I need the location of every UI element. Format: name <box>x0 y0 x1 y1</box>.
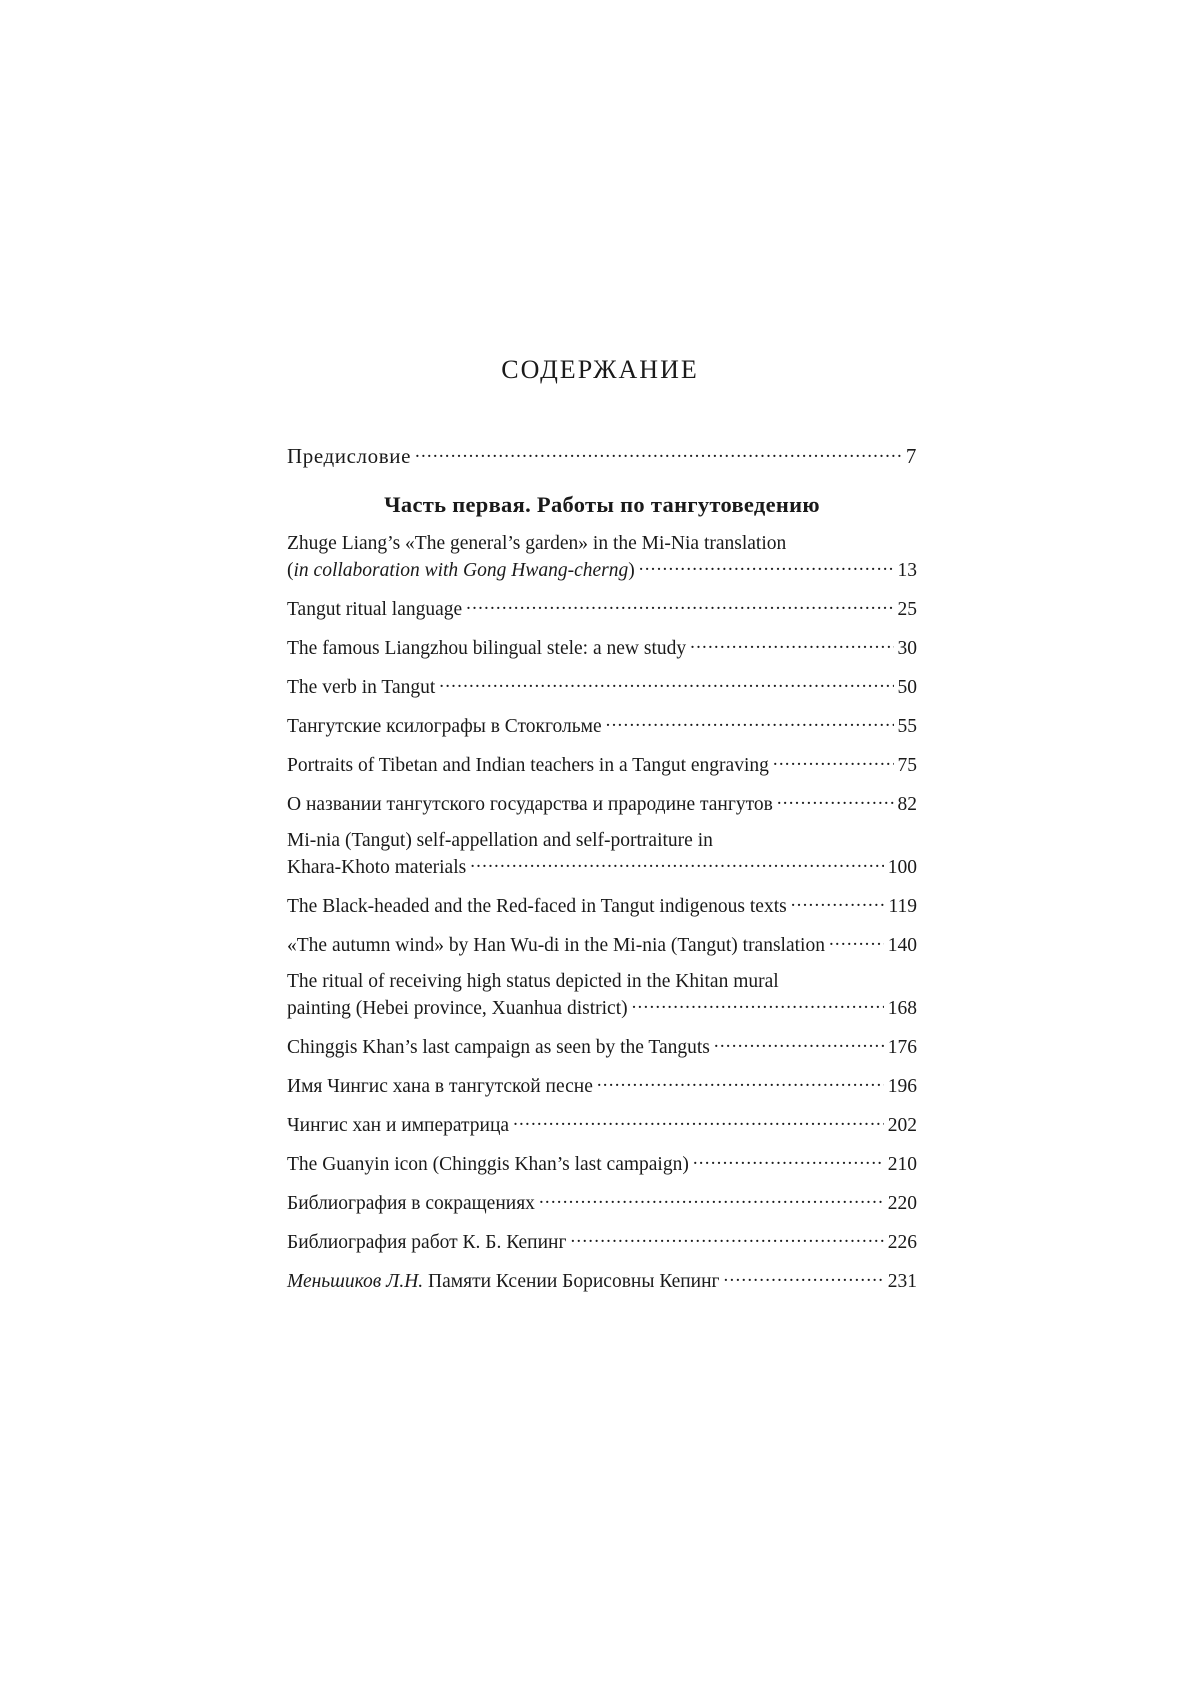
toc-page-number: 231 <box>887 1271 917 1292</box>
dot-leader <box>777 790 894 810</box>
toc-entry-title: Чингис хан и императрица <box>287 1115 510 1136</box>
toc-page-number: 30 <box>897 638 917 659</box>
toc-page-number: 100 <box>887 857 917 878</box>
toc-entry <box>287 1150 917 1177</box>
toc-entry-title-line1: Mi-nia (Tangut) self-appellation and self-portraiture in <box>287 830 713 851</box>
toc-entry-title: О названии тангутского государства и прародине тангутов <box>287 794 773 815</box>
toc-page-number: 210 <box>887 1154 917 1175</box>
dot-leader <box>773 751 894 771</box>
toc-page-number: 25 <box>897 599 917 620</box>
toc-entry-title: The Black-headed and the Red-faced in Tangut indigenous texts <box>287 896 787 917</box>
toc-page-number: 176 <box>887 1037 917 1058</box>
toc-entry-title: Tangut ritual language <box>287 599 463 620</box>
dot-leader <box>466 595 893 615</box>
toc-entry-title-line2: (in collaboration with Gong Hwang-cherng) <box>287 560 635 581</box>
toc-page-number: 119 <box>888 896 917 917</box>
page-title: СОДЕРЖАНИЕ <box>501 355 699 384</box>
toc-page-number: 50 <box>897 677 917 698</box>
dot-leader <box>415 443 902 463</box>
toc-entry <box>287 1072 917 1099</box>
toc-entry <box>287 790 917 817</box>
dot-leader <box>539 1189 884 1209</box>
dot-leader <box>791 892 885 912</box>
toc-entry-title: Библиография работ К. Б. Кепинг <box>287 1232 567 1253</box>
toc-entry <box>287 595 917 622</box>
dot-leader <box>714 1033 884 1053</box>
toc-entry <box>287 751 917 778</box>
toc-entry-title-line1: Zhuge Liang’s «The general’s garden» in the Mi-Nia translation <box>287 533 787 554</box>
toc-entry-preface <box>287 442 917 470</box>
toc-page-number: 196 <box>887 1076 917 1097</box>
dot-leader <box>597 1072 884 1092</box>
toc-entry-title: Библиография в сокращениях <box>287 1193 535 1214</box>
toc-entry-title: Тангутские ксилографы в Стокгольме <box>287 716 602 737</box>
dot-leader <box>690 634 893 654</box>
toc-page-number: 226 <box>887 1232 917 1253</box>
dot-leader <box>570 1228 883 1248</box>
toc-entry-title: The verb in Tangut <box>287 677 436 698</box>
toc-page-number: 82 <box>897 794 917 815</box>
toc-entry <box>287 1189 917 1216</box>
toc-entry-title-line2: painting (Hebei province, Xuanhua district) <box>287 998 628 1019</box>
toc-entry <box>287 634 917 661</box>
collaboration-note: in collaboration with Gong Hwang-cherng <box>293 560 629 581</box>
toc-entry <box>287 532 917 583</box>
dot-leader <box>632 994 884 1014</box>
dot-leader <box>693 1150 884 1170</box>
dot-leader <box>606 712 894 732</box>
toc-entry <box>287 712 917 739</box>
table-of-contents <box>287 442 917 1306</box>
toc-entry <box>287 931 917 958</box>
toc-page-number: 13 <box>897 560 917 581</box>
toc-page-number: 55 <box>897 716 917 737</box>
toc-page-number: 220 <box>887 1193 917 1214</box>
toc-entry-title: Portraits of Tibetan and Indian teachers in a Tangut engraving <box>287 755 769 776</box>
toc-entry-title: Имя Чингис хана в тангутской песне <box>287 1076 593 1097</box>
toc-entry-title: The Guanyin icon (Chinggis Khan’s last campaign) <box>287 1154 689 1175</box>
toc-entry <box>287 1033 917 1060</box>
dot-leader <box>724 1267 884 1287</box>
toc-entry-title: Предисловие <box>287 444 412 468</box>
toc-entry <box>287 1111 917 1138</box>
toc-entry <box>287 892 917 919</box>
dot-leader <box>513 1111 884 1131</box>
toc-entry-title: The famous Liangzhou bilingual stele: a new study <box>287 638 687 659</box>
toc-entry-title-line1: The ritual of receiving high status depicted in the Khitan mural <box>287 971 779 992</box>
dot-leader <box>639 556 894 576</box>
toc-entry-title: Меньшиков Л.Н. Памяти Ксении Борисовны Кепинг <box>287 1271 720 1292</box>
part-heading: Часть первая. Работы по тангутоведению <box>384 492 820 517</box>
toc-entry-title: «The autumn wind» by Han Wu-di in the Mi-nia (Tangut) translation <box>287 935 825 956</box>
toc-page-number: 140 <box>887 935 917 956</box>
dot-leader <box>439 673 893 693</box>
toc-entry <box>287 673 917 700</box>
toc-entry <box>287 970 917 1021</box>
toc-page-number: 7 <box>905 444 917 468</box>
toc-entry <box>287 829 917 880</box>
toc-entry-title-line2: Khara-Khoto materials <box>287 857 467 878</box>
dot-leader <box>470 853 884 873</box>
toc-page-number: 202 <box>887 1115 917 1136</box>
toc-page-number: 168 <box>887 998 917 1019</box>
dot-leader <box>829 931 884 951</box>
author-name: Меньшиков Л.Н. <box>287 1271 424 1292</box>
toc-entry <box>287 1228 917 1255</box>
toc-entry <box>287 1267 917 1294</box>
toc-page-number: 75 <box>897 755 917 776</box>
toc-entry-title: Chinggis Khan’s last campaign as seen by the Tanguts <box>287 1037 710 1058</box>
